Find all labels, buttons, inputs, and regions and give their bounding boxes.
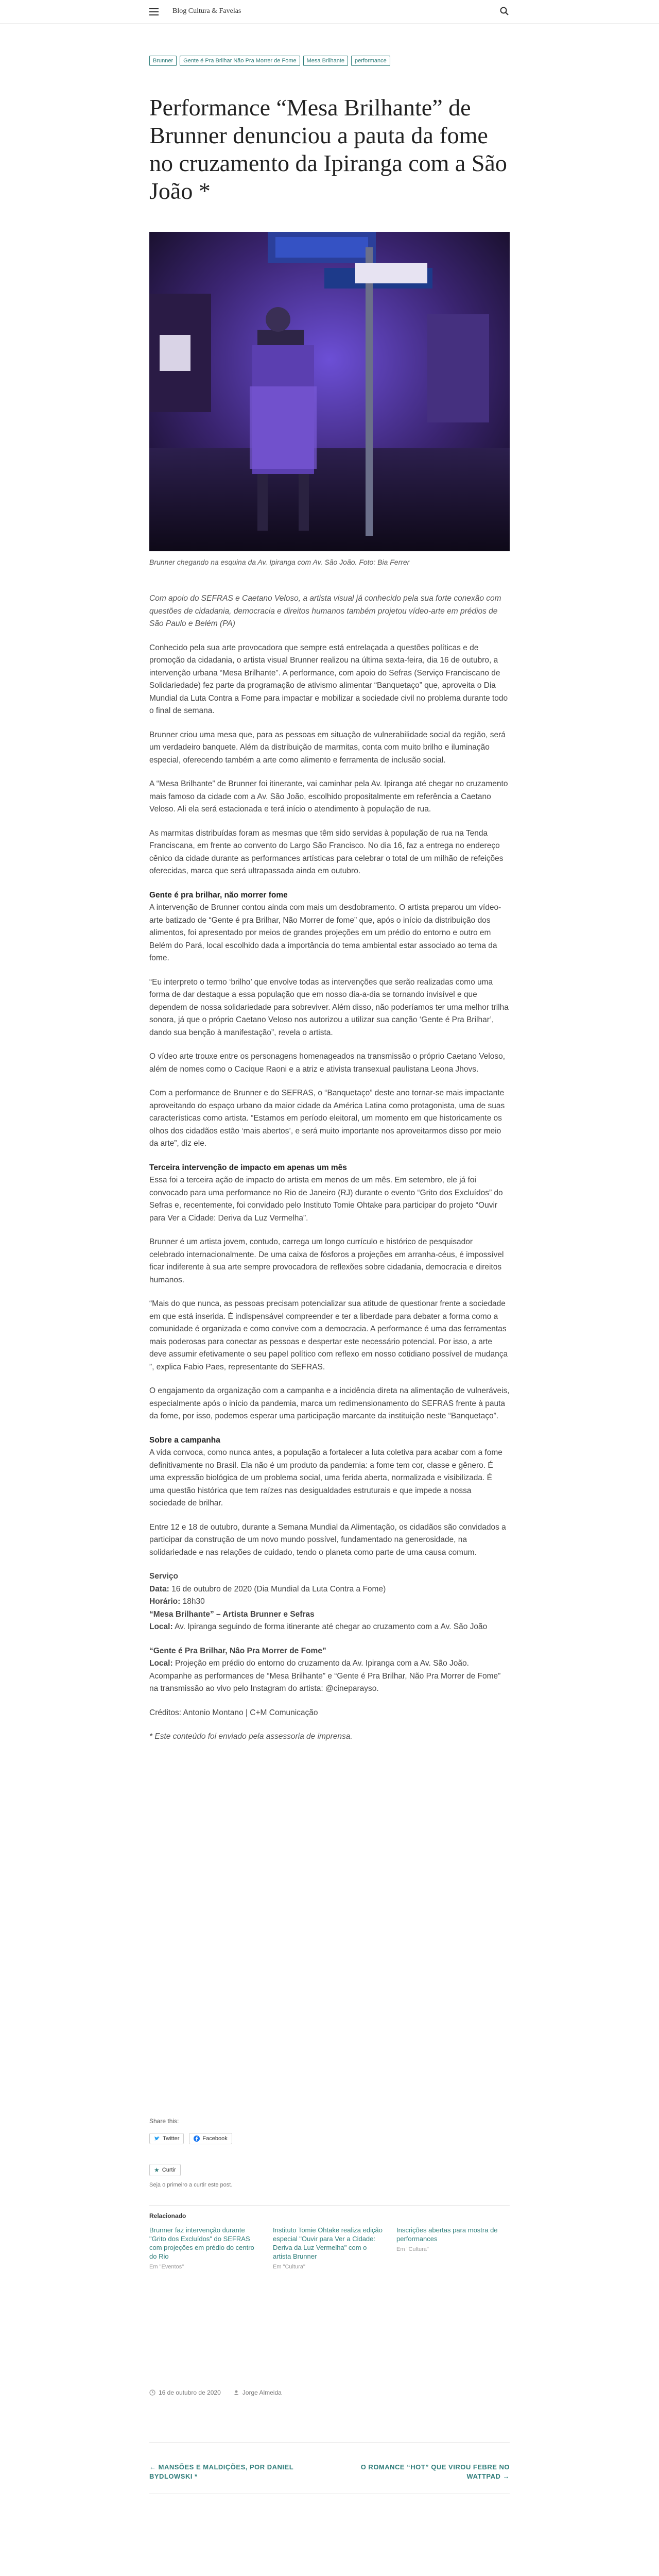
- like-label: Curtir: [162, 2167, 176, 2173]
- paragraph: As marmitas distribuídas foram as mesmas que têm sido servidas à população de rua na Tenda Franciscana, em frente ao convento do Largo São Francisco. No dia 16, faz a entrega no endereço cênico da cidade durante as performances artísticas para celebrar o total de um milhão de refeições oferecidas, marca que será ultrapassada ainda em outubro.: [149, 828, 504, 875]
- related-link[interactable]: Instituto Tomie Ohtake realiza edição especial "Ouvir para Ver a Cidade: Deriva da Luz Vermelha" com o artista Brunner: [273, 2226, 383, 2260]
- related-item: [149, 2226, 263, 2272]
- like-row: [149, 2164, 510, 2176]
- service-block: [149, 1570, 510, 1634]
- share-label: Share this:: [149, 2117, 179, 2125]
- post-author-text: Jorge Almeida: [242, 2389, 282, 2396]
- paragraph: O vídeo arte trouxe entre os personagens homenageados na transmissão o próprio Caetano Veloso, além de nomes como o Cacique Raoni e a atriz e ativista transexual paulistana Leona Jhovs.: [149, 1052, 506, 1074]
- service-gente: “Gente é Pra Brilhar, Nâo Pra Morrer de Fome”: [149, 1646, 326, 1655]
- tag[interactable]: Gente é Pra Brilhar Não Pra Morrer de Fome: [180, 56, 300, 66]
- related-posts: [149, 2226, 510, 2272]
- paragraph: “Mais do que nunca, as pessoas precisam potencializar sua atitude de questionar frente a sociedade em que está inserida. É indispensável compreender e ter a liberdade para debater a forma como a comunidade é organizada e como convive com a democracia. A performance é uma das ferramentas mais poderosas para conectar as pessoas e despertar este necessário potencial. Por isso, a arte deve assumir efetivamente o seu papel político com reflexo em nosso cotidiano possível de mudança ”, explica Fabio Paes, representante do SEFRAS.: [149, 1299, 508, 1371]
- post-date[interactable]: [149, 2389, 221, 2396]
- user-icon: [233, 2389, 239, 2396]
- paragraph: “Eu interpreto o termo ‘brilho’ que envolve todas as intervenções que serão realizadas como uma forma de dar destaque a essa população que em nosso dia-a-dia se tornando invisível e que dependem de nossa solidariedade para sobreviver. Além disso, não poderíamos ter uma melhor trilha sonora, já que o próprio Caetano Veloso nos autorizou a utilizar sua canção ‘Gente é Pra Brilhar’, dando sua benção à manifestação”, revela o artista.: [149, 977, 509, 1037]
- related-item: [273, 2226, 386, 2272]
- post-title: Performance “Mesa Brilhante” de Brunner denunciou a pauta da fome no cruzamento da Ipiranga com a São João *: [149, 94, 507, 204]
- tag[interactable]: performance: [351, 56, 390, 66]
- related-meta: Em "Cultura": [396, 2246, 429, 2252]
- like-text: Seja o primeiro a curtir este post.: [149, 2182, 233, 2188]
- star-icon: ★: [154, 2166, 160, 2174]
- next-post-link[interactable]: O ROMANCE “HOT” QUE VIROU FEBRE NO WATTPAD →: [360, 2463, 510, 2480]
- share-buttons: [149, 2133, 510, 2144]
- section-heading: Gente é pra brilhar, não morrer fome: [149, 890, 288, 900]
- related-meta: Em "Eventos": [149, 2264, 184, 2270]
- clock-icon: [149, 2389, 155, 2396]
- service-mesa: “Mesa Brilhante” – Artista Brunner e Sefras: [149, 1609, 315, 1619]
- service-local: Av. Ipiranga seguindo de forma itinerante até chegar ao cruzamento com a Av. São João: [172, 1622, 488, 1631]
- related-link[interactable]: Brunner faz intervenção durante "Grito dos Excluídos" do SEFRAS com projeções em prédio do centro do Rio: [149, 2226, 254, 2260]
- divider: [149, 2205, 510, 2206]
- post-meta: [149, 2389, 510, 2396]
- section-heading: Terceira intervenção de impacto em apenas um mês: [149, 1163, 347, 1172]
- service-date-label: Data:: [149, 1584, 169, 1594]
- twitter-icon: [154, 2136, 160, 2142]
- post-author[interactable]: [233, 2389, 282, 2396]
- press-note: * Este conteúdo foi enviado pela assessoria de imprensa.: [149, 1732, 353, 1741]
- service-follow: Acompanhe as performances de “Mesa Brilhante” e “Gente é Pra Brilhar, Não Pra Morrer de Fome” na transmissão ao vivo pelo Instagram do artista: @cineparayso.: [149, 1671, 501, 1693]
- service-local-label: Local:: [149, 1622, 173, 1631]
- top-bar: [0, 0, 659, 24]
- service-block: [149, 1645, 510, 1696]
- paragraph: A intervenção de Brunner contou ainda com mais um desdobramento. O artista preparou um vídeo-arte batizado de “Gente é pra Brilhar, Não Morrer de fome” que, após o início da distribuição dos alimentos, foi apresentado por meios de grandes projeções em um prédio do entorno e outro em Belém do Pará, local escolhido dada a importância do tema ambiental estar associado ao tema da fome.: [149, 903, 501, 962]
- paragraph: Com a performance de Brunner e do SEFRAS, o “Banquetaço” deste ano tornar-se mais impactante aproveitando do espaço urbano da maior cidade da América Latina como protagonista, uma de suas características como artista. “Estamos em período eleitoral, um momento em que historicamente os olhos dos cidadãos estão ‘mais abertos’, e será muito importante nos aproveitarmos disso por meio da arte”, diz ele.: [149, 1089, 505, 1148]
- section-heading: Sobre a campanha: [149, 1435, 220, 1445]
- facebook-share-button[interactable]: [189, 2133, 232, 2144]
- site-title[interactable]: Blog Cultura & Favelas: [172, 7, 241, 15]
- paragraph: Essa foi a terceira ação de impacto do artista em menos de um mês. Em setembro, ele já foi convocado para uma performance no Rio de Janeiro (RJ) durante o evento “Grito dos Excluídos” do Sefras e, recentemente, foi convidado pelo Instituto Tomie Ohtake para participar do projeto “Ouvir para Ver a Cidade: Deriva da Luz Vermelha”.: [149, 1176, 503, 1223]
- post-content: [149, 592, 510, 1755]
- street-scene-image: [149, 232, 510, 551]
- paragraph: O engajamento da organização com a campanha e a incidência direta na alimentação de vulneráveis, especialmente após o início da pandemia, marca um redimensionamento do SEFRAS frente à pauta da fome, por isso, podemos esperar uma participação marcante da instituição neste “Banquetaço”.: [149, 1386, 510, 1420]
- service-local2-label: Local:: [149, 1659, 173, 1668]
- search-icon[interactable]: [499, 6, 510, 16]
- paragraph: Brunner é um artista jovem, contudo, carrega um longo currículo e histórico de pesquisador celebrado internacionalmente. De uma caixa de fósforos a projeções em arranha-céus, é impossível ficar indiferente à sua arte sempre provocadora de reflexões sobre cidadania, democracia e direitos humanos.: [149, 1238, 504, 1284]
- like-button[interactable]: [149, 2164, 181, 2176]
- intro-paragraph: Com apoio do SEFRAS e Caetano Veloso, a artista visual já conhecido pela sua forte conexão com questões de cidadania, democracia e direitos humanos também projetou vídeo-arte em prédios de São Paulo e Belém (PA): [149, 594, 501, 628]
- service-date: 16 de outubro de 2020 (Dia Mundial da Luta Contra a Fome): [169, 1584, 386, 1594]
- paragraph: A “Mesa Brilhante” de Brunner foi itinerante, vai caminhar pela Av. Ipiranga até chegar no cruzamento mais famoso da cidade com a Av. São João, escolhido propositalmente em referência a Caetano Veloso. Ali ela será estacionada e terá início o atendimento à população de rua.: [149, 779, 508, 814]
- tag[interactable]: Brunner: [149, 56, 177, 66]
- paragraph: Conhecido pela sua arte provocadora que sempre está entrelaçada a questões políticas e de promoção da cidadania, o artista visual Brunner realizou na última sexta-feira, dia 16 de outubro, a intervenção urbana “Mesa Brilhante”. A performance, com apoio do Sefras (Serviço Franciscano de Solidariedade) fez parte da programação de ativismo alimentar “Banquetaço” que, aproveita o Dia Mundial da Luta Contra a Fome para impactar e mobilizar a sociedade civil no problema durante todo o final de semana.: [149, 643, 508, 715]
- paragraph: Entre 12 e 18 de outubro, durante a Semana Mundial da Alimentação, os cidadãos são convidados a participar da construção de um novo mundo possível, fundamentado na generosidade, na solidariedade e nas relações de cuidado, tendo o planeta como parte de uma causa comum.: [149, 1522, 506, 1557]
- facebook-label: Facebook: [202, 2136, 228, 2142]
- previous-post-link[interactable]: ← MANSÕES E MALDIÇÕES, POR DANIEL BYDLOWSKI *: [149, 2463, 293, 2480]
- tag-list: [149, 56, 510, 66]
- photo-caption: Brunner chegando na esquina da Av. Ipiranga com Av. São João. Foto: Bia Ferrer: [149, 558, 410, 566]
- paragraph: A vida convoca, como nunca antes, a população a fortalecer a luta coletiva para acabar com a fome definitivamente no Brasil. Ela não é um produto da pandemia: a fome tem cor, classe e gênero. É uma expressão biológica de um problema social, uma ferida aberta, normalizada e visibilizada. É uma questão histórica que tem raízes nas desigualdades estruturais e que impede a nossa sociedade de brilhar.: [149, 1448, 502, 1507]
- service-time-label: Horário:: [149, 1597, 181, 1606]
- post-navigation: [149, 2463, 510, 2481]
- credits: Créditos: Antonio Montano | C+M Comunicação: [149, 1708, 318, 1717]
- twitter-share-button[interactable]: [149, 2133, 184, 2144]
- related-item: [396, 2226, 510, 2272]
- service-time: 18h30: [180, 1597, 205, 1606]
- service-heading: Serviço: [149, 1572, 179, 1581]
- related-meta: Em "Cultura": [273, 2264, 305, 2270]
- service-local2: Projeção em prédio do entorno do cruzamento da Av. Ipiranga com a Av. São João.: [172, 1659, 469, 1668]
- paragraph: Brunner criou uma mesa que, para as pessoas em situação de vulnerabilidade social da região, será um verdadeiro banquete. Além da distribuição de marmitas, conta com muito brilho e iluminação especial, oferecendo também a arte como alimento e ferramenta de inclusão social.: [149, 730, 506, 765]
- related-label: Relacionado: [149, 2212, 186, 2219]
- post-date-text: 16 de outubro de 2020: [159, 2389, 221, 2396]
- divider: [149, 2442, 510, 2443]
- facebook-icon: [194, 2136, 200, 2142]
- twitter-label: Twitter: [163, 2136, 180, 2142]
- related-link[interactable]: Inscrições abertas para mostra de performances: [396, 2226, 498, 2243]
- hero-photo: [149, 232, 510, 551]
- menu-icon[interactable]: [149, 6, 161, 18]
- tag[interactable]: Mesa Brilhante: [303, 56, 348, 66]
